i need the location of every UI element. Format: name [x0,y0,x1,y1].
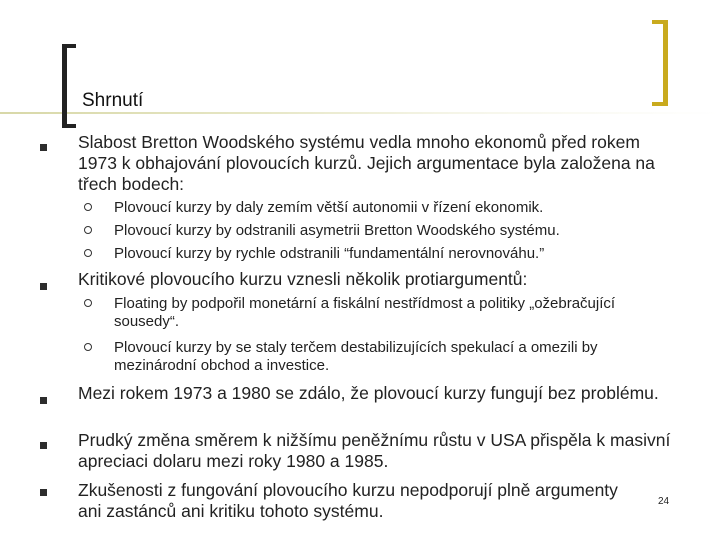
bullet-circle-icon [84,226,92,234]
sub-bullet-text: Plovoucí kurzy by daly zemím větší autonomii v řízení ekonomik. [114,199,544,216]
left-bracket-decoration [62,44,76,128]
bullet-text: Prudký změna směrem k nižšímu peněžnímu růstu v USA přispěla k masivní apreciaci dolaru mezi roky 1980 a 1985. [78,430,671,471]
bullet-circle-icon [84,343,92,351]
bullet-text: Kritikové plovoucího kurzu vznesli několik protiargumentů: [78,269,528,289]
bullet-circle-icon [84,299,92,307]
bullet-circle-icon [84,203,92,211]
sub-bullet-text: Plovoucí kurzy by se staly terčem destabilizujících spekulací a omezili by mezinárodní obchod a investice. [114,339,598,374]
bullet-square-icon [40,397,47,404]
page-number: 24 [658,496,670,507]
sub-bullet-text: Plovoucí kurzy by rychle odstranili “fundamentální nerovnováhu.” [114,245,545,262]
right-bracket-decoration [652,20,668,106]
sub-bullet-text: Floating by podpořil monetární a fiskální nestřídmost a politiky „ožebračující sousedy“. [114,295,616,330]
title-underline [0,112,720,114]
bullet-square-icon [40,442,47,449]
bullet-circle-icon [84,249,92,257]
bullet-square-icon [40,283,47,290]
bullet-square-icon [40,144,47,151]
bullet-text: Slabost Bretton Woodského systému vedla mnoho ekonomů před rokem 1973 k obhajování plovoucích kurzů. Jejich argumentace byla založena na třech bodech: [78,132,655,194]
bullet-square-icon [40,489,47,496]
bullet-text: Mezi rokem 1973 a 1980 se zdálo, že plovoucí kurzy fungují bez problému. [78,383,659,403]
sub-bullet-text: Plovoucí kurzy by odstranili asymetrii Bretton Woodského systému. [114,222,560,239]
slide-title: Shrnutí [82,90,144,111]
bullet-text: Zkušenosti z fungování plovoucího kurzu nepodporují plně argumenty ani zastánců ani kritiku tohoto systému. [78,480,618,521]
